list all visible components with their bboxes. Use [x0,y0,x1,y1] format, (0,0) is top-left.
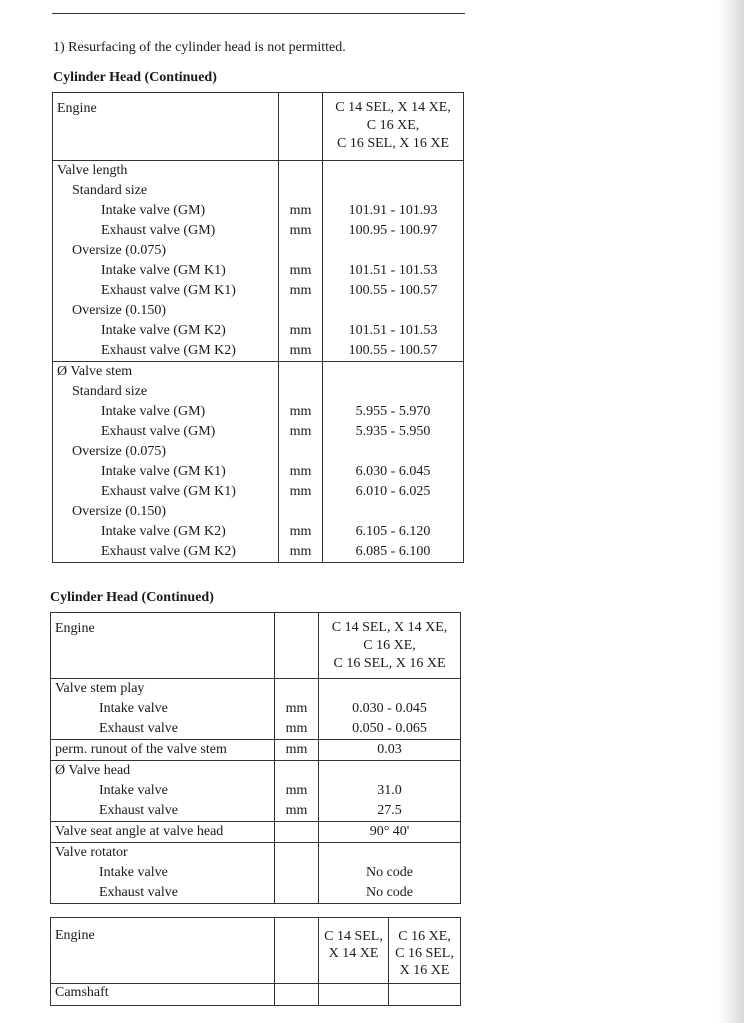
table2-heading: Cylinder Head (Continued) [50,590,214,605]
spec-label: Valve rotator [55,845,128,860]
spec-value-cell [319,822,461,843]
engine-header-row [51,918,461,984]
spec-label: Ø Valve stem [57,364,133,379]
spec-unit [279,161,322,181]
spec-label: Exhaust valve [99,885,178,900]
spec-unit: mm [289,404,312,419]
spec-section-row [51,843,461,904]
spec-section-row [53,362,464,563]
spec-label: Exhaust valve (GM K1) [101,283,236,298]
spec-unit: mm [289,223,312,238]
spec-label: Valve stem play [55,681,145,696]
spec-label: Intake valve (GM K1) [101,263,226,278]
spec-unit: mm [289,424,312,439]
engine-label: Engine [55,928,95,943]
spec-value: 6.085 - 6.100 [355,544,431,559]
value-cell [389,984,461,1006]
engine-value-line: C 14 SEL, X 14 XE, [335,100,451,115]
spec-unit: mm [285,701,308,716]
spec-label-cell [51,843,275,904]
spec-units [275,761,318,821]
spec-label: Exhaust valve (GM) [101,424,216,439]
spec-unit: mm [289,323,312,338]
engine-col2-line: C 16 SEL, [395,946,454,961]
spec-unit [279,502,322,522]
engine-value [323,93,463,153]
spec-unit: mm [285,783,308,798]
spec-section-row [51,740,461,761]
engine-label-cell [53,93,279,161]
spec-value-cell [323,362,464,563]
spec-label: Ø Valve head [55,763,131,778]
spec-value [323,382,463,402]
engine-label: Engine [57,101,97,116]
spec-label-cell [51,679,275,740]
engine-col1-value [319,918,388,962]
spec-value: 27.5 [377,803,402,818]
spec-unit: mm [285,742,308,757]
engine-label-cell [51,613,275,679]
page-edge-shadow [718,0,744,1023]
spec-unit [279,241,322,261]
engine-col1-line: C 14 SEL, [324,929,383,944]
spec-section-row [53,161,464,362]
table1-heading: Cylinder Head (Continued) [53,70,217,85]
engine-col2-line: C 16 XE, [398,929,451,944]
spec-unit: mm [289,283,312,298]
spec-label: Intake valve (GM K2) [101,323,226,338]
spec-label: Intake valve [99,783,168,798]
spec-unit-cell [275,822,319,843]
spec-unit-cell [279,161,323,362]
spec-value [323,301,463,321]
unit-header-cell [275,918,319,984]
value-cell [319,984,389,1006]
spec-label-cell [51,822,275,843]
engine-value-cell [323,93,464,161]
camshaft-row [51,984,461,1006]
engine-value [319,613,460,673]
spec-value: 100.55 - 100.57 [348,283,438,298]
spec-unit [275,679,318,699]
spec-units [275,679,318,739]
engine-col2-cell [389,918,461,984]
spec-value: 0.050 - 0.065 [352,721,427,736]
spec-value [323,442,463,462]
spec-label: Intake valve [99,701,168,716]
spec-label: perm. runout of the valve stem [55,742,227,757]
spec-unit: mm [285,803,308,818]
spec-labels [51,822,274,842]
spec-label: Valve length [57,163,128,178]
spec-value: 101.91 - 101.93 [348,203,438,218]
spec-value: 100.95 - 100.97 [348,223,438,238]
engine-col2-value [389,918,460,979]
unit-header-cell [279,93,323,161]
spec-value: 5.935 - 5.950 [355,424,431,439]
spec-label-cell [51,740,275,761]
spec-units [279,161,322,361]
spec-label: Exhaust valve [99,721,178,736]
spec-value-cell [319,740,461,761]
spec-label: Intake valve (GM) [101,404,206,419]
spec-label: Oversize (0.075) [72,444,167,459]
spec-labels [53,161,278,361]
spec-unit [279,442,322,462]
engine-value-cell [319,613,461,679]
spec-units [279,362,322,562]
spec-label: Intake valve (GM K1) [101,464,226,479]
spec-labels [51,679,274,739]
spec-label: Exhaust valve (GM K2) [101,343,236,358]
cylinder-head-table-1 [52,92,464,563]
spec-value-cell [319,679,461,740]
spec-value-cell [319,843,461,904]
spec-unit: mm [289,484,312,499]
spec-value [323,502,463,522]
spec-values [323,161,463,361]
spec-value [319,679,460,699]
spec-value [323,241,463,261]
spec-unit: mm [289,263,312,278]
engine-header-row [51,613,461,679]
spec-value [319,843,460,863]
spec-label: Exhaust valve (GM K2) [101,544,236,559]
spec-value: 6.030 - 6.045 [355,464,431,479]
spec-label: Valve seat angle at valve head [55,824,224,839]
spec-units [275,822,318,842]
spec-label: Intake valve [99,865,168,880]
spec-label: Exhaust valve (GM) [101,223,216,238]
spec-unit: mm [289,203,312,218]
spec-value: 31.0 [377,783,402,798]
spec-unit [275,883,318,903]
spec-unit [275,863,318,883]
spec-values [319,822,460,842]
spec-label: Standard size [72,384,148,399]
spec-value: No code [365,865,414,880]
spec-unit [279,301,322,321]
spec-unit [275,761,318,781]
spec-label-cell [53,362,279,563]
spec-values [319,679,460,739]
spec-unit-cell [275,679,319,740]
spec-units [275,843,318,903]
spec-labels [51,740,274,760]
spec-value: No code [365,885,414,900]
spec-section-row [51,822,461,843]
spec-label: Standard size [72,183,148,198]
spec-label-cell [51,761,275,822]
engine-col2-line: X 16 XE [399,963,450,978]
spec-section-row [51,679,461,740]
spec-unit [275,822,318,842]
spec-unit: mm [289,524,312,539]
camshaft-label: Camshaft [55,985,109,1000]
spec-value: 90° 40' [369,824,410,839]
spec-label: Intake valve (GM K2) [101,524,226,539]
spec-unit: mm [289,544,312,559]
spec-units [275,740,318,760]
spec-values [319,740,460,760]
unit-cell [275,984,319,1006]
engine-camshaft-table [50,917,461,1006]
spec-values [319,761,460,821]
spec-label: Exhaust valve (GM K1) [101,484,236,499]
spec-value: 5.955 - 5.970 [355,404,431,419]
spec-value: 0.030 - 0.045 [352,701,427,716]
cylinder-head-table-2 [50,612,461,904]
spec-value [323,161,463,181]
spec-values [319,843,460,903]
spec-unit [275,843,318,863]
spec-unit-cell [275,761,319,822]
engine-value-line: C 16 XE, [366,118,420,133]
spec-value [323,181,463,201]
spec-unit: mm [289,464,312,479]
footnote: 1) Resurfacing of the cylinder head is not permitted. [53,40,346,55]
spec-label: Oversize (0.150) [72,504,167,519]
spec-label: Exhaust valve [99,803,178,818]
spec-unit-cell [275,740,319,761]
engine-col1-line: X 14 XE [328,946,379,961]
spec-values [323,362,463,562]
engine-header-row [53,93,464,161]
spec-value: 6.105 - 6.120 [355,524,431,539]
spec-label: Oversize (0.150) [72,303,167,318]
engine-value-line: C 16 SEL, X 16 XE [333,656,446,671]
spec-label-cell [53,161,279,362]
engine-label-cell [51,918,275,984]
spec-value-cell [319,761,461,822]
spec-unit: mm [289,343,312,358]
spec-label: Oversize (0.075) [72,243,167,258]
spec-unit: mm [285,721,308,736]
spec-value: 6.010 - 6.025 [355,484,431,499]
top-rule [52,13,465,14]
engine-value-line: C 14 SEL, X 14 XE, [331,620,448,635]
spec-value-cell [323,161,464,362]
spec-value: 101.51 - 101.53 [348,263,438,278]
spec-label: Intake valve (GM) [101,203,206,218]
engine-col1-cell [319,918,389,984]
spec-unit [279,362,322,382]
engine-value-line: C 16 SEL, X 16 XE [337,136,449,151]
spec-unit [279,382,322,402]
spec-unit-cell [279,362,323,563]
spec-unit-cell [275,843,319,904]
unit-header-cell [275,613,319,679]
engine-value-line: C 16 XE, [363,638,416,653]
spec-labels [51,843,274,903]
spec-value [319,761,460,781]
spec-value [323,362,463,382]
spec-value: 101.51 - 101.53 [348,323,438,338]
spec-value: 0.03 [377,742,402,757]
spec-labels [53,362,278,562]
spec-unit [279,181,322,201]
spec-value: 100.55 - 100.57 [348,343,438,358]
spec-section-row [51,761,461,822]
engine-label: Engine [55,621,95,636]
spec-labels [51,761,274,821]
camshaft-label-cell [51,984,275,1006]
